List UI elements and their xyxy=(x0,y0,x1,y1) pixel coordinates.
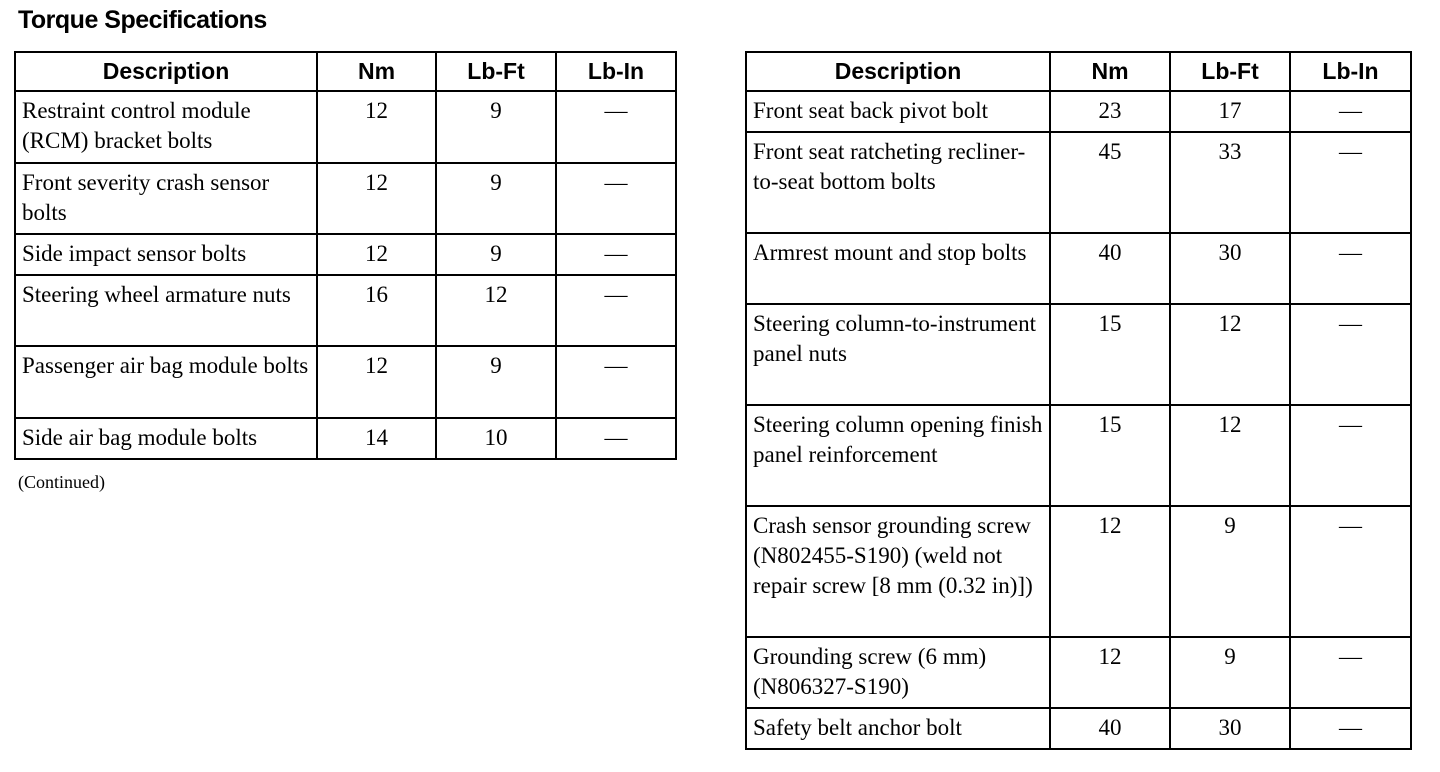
table-row xyxy=(746,506,1411,637)
lb-ft-cell: 9 xyxy=(436,91,556,163)
nm-cell: 14 xyxy=(317,418,436,459)
column-header-lb-in: Lb-In xyxy=(1290,52,1411,91)
lb-in-cell: — xyxy=(1290,506,1411,637)
lb-in-cell: — xyxy=(1290,405,1411,506)
nm-cell: 12 xyxy=(317,346,436,418)
column-header-lb-ft: Lb-Ft xyxy=(1170,52,1290,91)
table-row xyxy=(15,91,676,163)
lb-ft-cell: 12 xyxy=(1170,304,1290,405)
lb-in-cell: — xyxy=(556,418,676,459)
lb-ft-cell: 10 xyxy=(436,418,556,459)
table-row xyxy=(746,132,1411,233)
table-row xyxy=(746,233,1411,304)
lb-in-cell: — xyxy=(1290,708,1411,749)
lb-ft-cell: 9 xyxy=(1170,506,1290,637)
description-cell: Front seat ratcheting recliner-to-seat bottom bolts xyxy=(746,132,1050,233)
nm-cell: 40 xyxy=(1050,233,1170,304)
nm-cell: 12 xyxy=(317,91,436,163)
lb-in-cell: — xyxy=(1290,233,1411,304)
table-row xyxy=(15,418,676,459)
lb-ft-cell: 9 xyxy=(436,163,556,234)
nm-cell: 15 xyxy=(1050,304,1170,405)
description-cell: Crash sensor grounding screw (N802455-S190) (weld not repair screw [8 mm (0.32 in)]) xyxy=(746,506,1050,637)
nm-cell: 23 xyxy=(1050,91,1170,132)
column-header-description: Description xyxy=(15,52,317,91)
lb-ft-cell: 9 xyxy=(436,234,556,275)
nm-cell: 40 xyxy=(1050,708,1170,749)
column-header-nm: Nm xyxy=(317,52,436,91)
lb-ft-cell: 17 xyxy=(1170,91,1290,132)
lb-in-cell: — xyxy=(556,275,676,346)
lb-ft-cell: 30 xyxy=(1170,708,1290,749)
description-cell: Grounding screw (6 mm) (N806327-S190) xyxy=(746,637,1050,708)
table-row xyxy=(746,405,1411,506)
table-row xyxy=(746,91,1411,132)
lb-in-cell: — xyxy=(1290,132,1411,233)
lb-ft-cell: 12 xyxy=(1170,405,1290,506)
table-row xyxy=(746,637,1411,708)
table-row xyxy=(746,304,1411,405)
torque-table-right xyxy=(745,51,1412,750)
column-header-lb-in: Lb-In xyxy=(556,52,676,91)
torque-table-left xyxy=(14,51,677,460)
table-row xyxy=(15,346,676,418)
header-row xyxy=(746,52,1411,91)
description-cell: Side air bag module bolts xyxy=(15,418,317,459)
table-row xyxy=(746,708,1411,749)
description-cell: Restraint control module (RCM) bracket bolts xyxy=(15,91,317,163)
description-cell: Armrest mount and stop bolts xyxy=(746,233,1050,304)
lb-in-cell: — xyxy=(556,163,676,234)
header-row xyxy=(15,52,676,91)
column-header-lb-ft: Lb-Ft xyxy=(436,52,556,91)
description-cell: Steering wheel armature nuts xyxy=(15,275,317,346)
lb-ft-cell: 12 xyxy=(436,275,556,346)
description-cell: Passenger air bag module bolts xyxy=(15,346,317,418)
nm-cell: 12 xyxy=(1050,506,1170,637)
description-cell: Front seat back pivot bolt xyxy=(746,91,1050,132)
column-header-description: Description xyxy=(746,52,1050,91)
lb-in-cell: — xyxy=(556,91,676,163)
nm-cell: 45 xyxy=(1050,132,1170,233)
nm-cell: 12 xyxy=(317,163,436,234)
table-row xyxy=(15,163,676,234)
description-cell: Steering column-to-instrument panel nuts xyxy=(746,304,1050,405)
description-cell: Front severity crash sensor bolts xyxy=(15,163,317,234)
continued-note: (Continued) xyxy=(18,472,105,492)
description-cell: Safety belt anchor bolt xyxy=(746,708,1050,749)
table-row xyxy=(15,275,676,346)
nm-cell: 16 xyxy=(317,275,436,346)
lb-in-cell: — xyxy=(1290,304,1411,405)
lb-in-cell: — xyxy=(556,234,676,275)
table-row xyxy=(15,234,676,275)
lb-ft-cell: 9 xyxy=(1170,637,1290,708)
lb-in-cell: — xyxy=(556,346,676,418)
description-cell: Steering column opening finish panel reinforcement xyxy=(746,405,1050,506)
lb-ft-cell: 9 xyxy=(436,346,556,418)
nm-cell: 15 xyxy=(1050,405,1170,506)
column-header-nm: Nm xyxy=(1050,52,1170,91)
lb-in-cell: — xyxy=(1290,91,1411,132)
nm-cell: 12 xyxy=(317,234,436,275)
description-cell: Side impact sensor bolts xyxy=(15,234,317,275)
lb-ft-cell: 30 xyxy=(1170,233,1290,304)
nm-cell: 12 xyxy=(1050,637,1170,708)
page-title: Torque Specifications xyxy=(18,6,267,34)
lb-in-cell: — xyxy=(1290,637,1411,708)
lb-ft-cell: 33 xyxy=(1170,132,1290,233)
